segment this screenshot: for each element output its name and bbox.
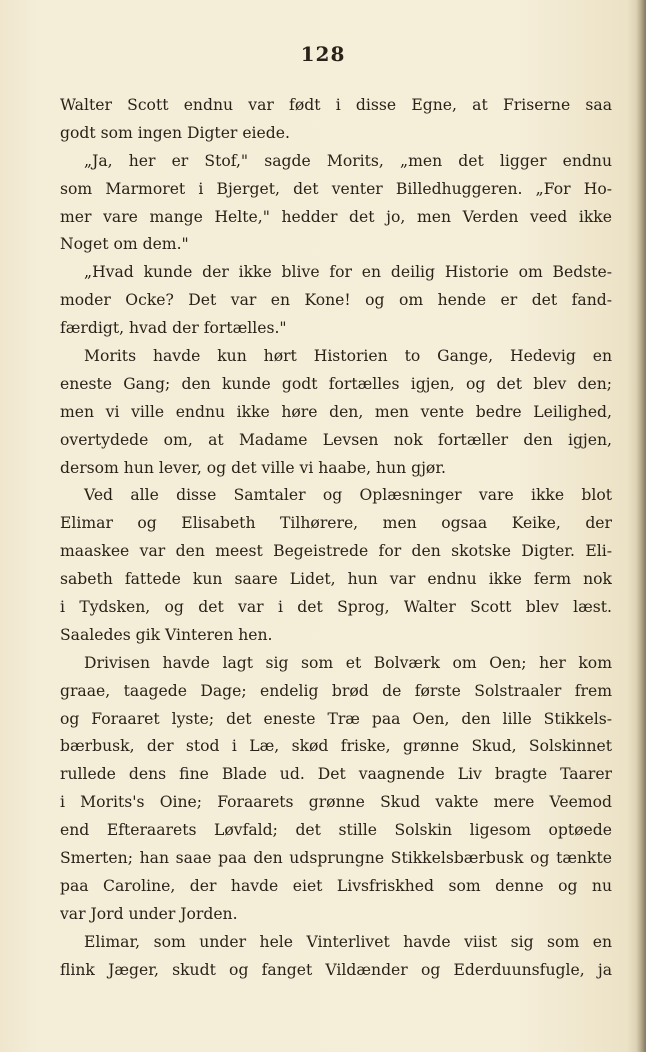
text-line: sabeth fattede kun saare Lidet, hun var endnu ikke ferm nok [60,570,612,589]
text-line: Elimar og Elisabeth Tilhørere, men ogsaa Keike, der [60,514,612,533]
text-line: Drivisen havde lagt sig som et Bolværk om Oen; her kom [84,653,612,672]
text-line: flink Jæger, skudt og fanget Vildænder og Ederduunsfugle, ja [60,960,612,979]
text-line: Elimar, som under hele Vinterlivet havde viist sig som en [84,932,612,951]
page-edge-shadow [636,0,646,1052]
body-text [60,92,612,985]
text-line: end Efteraarets Løvfald; det stille Solskin ligesom optøede [60,821,612,840]
text-line: „Hvad kunde der ikke blive for en deilig Historie om Bedste- [84,263,612,282]
text-line: Saaledes gik Vinteren hen. [60,625,273,644]
text-line: men vi ville endnu ikke høre den, men vente bedre Leilighed, [60,402,612,421]
text-line: Walter Scott endnu var født i disse Egne, at Friserne saa [60,96,612,114]
text-line: graae, taagede Dage; endelig brød de første Solstraaler frem [60,681,612,700]
text-line: godt som ingen Digter eiede. [60,123,290,142]
text-line: i Morits's Oine; Foraarets grønne Skud vakte mere Veemod [60,793,612,812]
text-line: eneste Gang; den kunde godt fortælles igjen, og det blev den; [60,374,612,393]
text-line: overtydede om, at Madame Levsen nok fortæller den igjen, [60,430,612,449]
text-line: dersom hun lever, og det ville vi haabe, hun gjør. [60,458,447,477]
text-line: moder Ocke? Det var en Kone! og om hende er det fand- [60,291,612,310]
text-line: bærbusk, der stod i Læ, skød friske, grønne Skud, Solskinnet [60,737,612,756]
text-line: færdigt, hvad der fortælles." [60,319,287,338]
text-line: rullede dens fine Blade ud. Det vaagnende Liv bragte Taarer [60,765,612,784]
text-line: Morits havde kun hørt Historien to Gange, Hedevig en [84,347,612,366]
page-number: 128 [300,42,346,66]
text-line: mer vare mange Helte," hedder det jo, men Verden veed ikke [60,207,612,226]
text-line: „Ja, her er Stof," sagde Morits, „men det ligger endnu [84,151,612,170]
text-line: i Tydsken, og det var i det Sprog, Walter Scott blev læst. [60,598,612,617]
text-line: Noget om dem." [60,235,189,254]
text-line: maaskee var den meest Begeistrede for den skotske Digter. Eli- [60,542,612,561]
text-line: som Marmoret i Bjerget, det venter Billedhuggeren. „For Ho- [60,179,612,198]
text-line: paa Caroline, der havde eiet Livsfriskhed som denne og nu [60,876,612,895]
text-line: og Foraaret lyste; det eneste Træ paa Oen, den lille Stikkels- [60,709,612,728]
text-line: Ved alle disse Samtaler og Oplæsninger vare ikke blot [84,486,612,505]
text-line: Smerten; han saae paa den udsprungne Stikkelsbærbusk og tænkte [60,849,612,868]
text-line: var Jord under Jorden. [60,904,238,923]
